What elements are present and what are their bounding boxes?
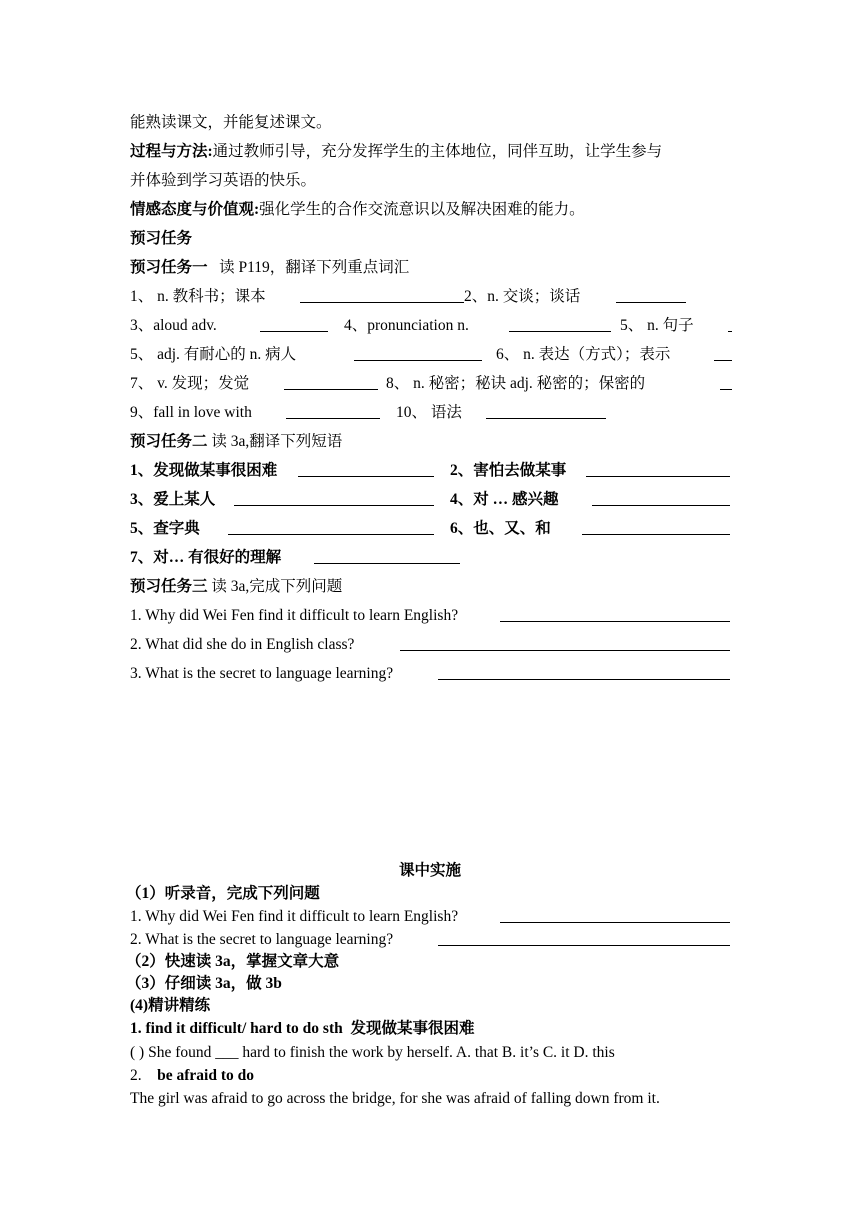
vocab-row-2 xyxy=(130,316,730,338)
vocab-blank-7[interactable] xyxy=(714,345,732,361)
phrase-item-6: 6、也、又、和 xyxy=(450,520,551,537)
vocab-blank-1[interactable] xyxy=(300,287,464,303)
inclass-heading: 课中实施 xyxy=(398,862,461,879)
vocab-blank-2[interactable] xyxy=(616,287,686,303)
objective-line: 能熟读课文，并能复述课文。 xyxy=(130,114,332,131)
point-2-number: 2. xyxy=(130,1067,142,1084)
vocab-item-1: 1、 n. 教科书；课本 xyxy=(130,288,266,305)
task2-heading xyxy=(130,432,342,454)
task1-text: 读 P119，翻译下列重点词汇 xyxy=(219,259,410,276)
phrase-row-4 xyxy=(130,548,730,570)
phrase-item-1: 1、发现做某事很困难 xyxy=(130,462,278,479)
question-row-2 xyxy=(130,635,730,657)
inclass-answer-blank-1[interactable] xyxy=(500,907,730,923)
inclass-step-3: （3）仔细读 3a，做 3b xyxy=(126,975,282,992)
question-2: 2. What did she do in English class? xyxy=(130,636,355,653)
vocab-blank-6[interactable] xyxy=(354,345,482,361)
phrase-row-2 xyxy=(130,490,730,512)
phrase-blank-2[interactable] xyxy=(586,461,730,477)
vocab-item-5: 5、 n. 句子 xyxy=(620,317,694,334)
task3-label: 预习任务三 xyxy=(130,578,208,595)
task3-heading xyxy=(130,577,342,599)
point-1-exercise: ( ) She found ___ hard to finish the work by herself. A. that B. it’s C. it D. this xyxy=(130,1044,615,1061)
process-method-line xyxy=(130,142,662,164)
phrase-blank-3[interactable] xyxy=(234,490,434,506)
vocab-blank-11[interactable] xyxy=(486,403,606,419)
task2-label: 预习任务二 xyxy=(130,433,208,450)
phrase-blank-1[interactable] xyxy=(298,461,434,477)
point-2-phrase: be afraid to do xyxy=(157,1067,254,1084)
point-2-example: The girl was afraid to go across the bridge, for she was afraid of falling down from it. xyxy=(130,1090,660,1107)
vocab-item-10: 9、fall in love with xyxy=(130,404,252,421)
phrase-blank-6[interactable] xyxy=(582,519,730,535)
inclass-question-1: 1. Why did Wei Fen find it difficult to learn English? xyxy=(130,908,459,925)
preview-heading: 预习任务 xyxy=(130,230,193,247)
vocab-item-7: 6、 n. 表达（方式）；表示 xyxy=(496,346,671,363)
process-continuation: 并体验到学习英语的快乐。 xyxy=(130,172,317,189)
vocab-item-11: 10、 语法 xyxy=(396,404,462,421)
answer-blank-3[interactable] xyxy=(438,664,730,680)
vocab-item-4: 4、pronunciation n. xyxy=(344,317,469,334)
vocab-row-1 xyxy=(130,287,730,309)
inclass-question-row-1 xyxy=(130,907,730,929)
answer-blank-1[interactable] xyxy=(500,606,730,622)
vocab-blank-5[interactable] xyxy=(728,316,732,332)
vocab-row-4 xyxy=(130,374,730,396)
phrase-item-7: 7、对… 有很好的理解 xyxy=(130,549,282,566)
inclass-answer-blank-2[interactable] xyxy=(438,930,730,946)
inclass-step-4: (4)精讲精练 xyxy=(130,997,211,1014)
question-3: 3. What is the secret to language learning? xyxy=(130,665,394,682)
process-text: 通过教师引导，充分发挥学生的主体地位，同伴互助，让学生参与 xyxy=(212,143,663,160)
task1-heading xyxy=(130,258,409,280)
phrase-blank-7[interactable] xyxy=(314,548,460,564)
phrase-item-4: 4、对 … 感兴趣 xyxy=(450,491,559,508)
point-2-title xyxy=(130,1066,254,1088)
phrase-item-2: 2、害怕去做某事 xyxy=(450,462,567,479)
process-label: 过程与方法: xyxy=(130,143,213,160)
vocab-blank-9[interactable] xyxy=(720,374,732,390)
inclass-step-1: （1）听录音，完成下列问题 xyxy=(126,885,320,902)
vocab-item-8: 7、 v. 发现；发觉 xyxy=(130,375,250,392)
vocab-item-2: 2、n. 交谈；谈话 xyxy=(464,288,581,305)
question-row-1 xyxy=(130,606,730,628)
vocab-row-5 xyxy=(130,403,730,425)
phrase-row-1 xyxy=(130,461,730,483)
emotion-text: 强化学生的合作交流意识以及解决困难的能力。 xyxy=(259,201,585,218)
vocab-row-3 xyxy=(130,345,730,367)
emotion-line xyxy=(130,200,585,222)
answer-blank-2[interactable] xyxy=(400,635,730,651)
task3-text: 读 3a,完成下列问题 xyxy=(211,578,343,595)
question-row-3 xyxy=(130,664,730,686)
phrase-item-5: 5、查字典 xyxy=(130,520,200,537)
task2-text: 读 3a,翻译下列短语 xyxy=(211,433,343,450)
point-1-phrase: 1. find it difficult/ hard to do sth xyxy=(130,1020,343,1037)
vocab-blank-10[interactable] xyxy=(286,403,380,419)
phrase-item-3: 3、爱上某人 xyxy=(130,491,216,508)
vocab-item-6: 5、 adj. 有耐心的 n. 病人 xyxy=(130,346,297,363)
point-1-title xyxy=(130,1019,475,1041)
vocab-blank-4[interactable] xyxy=(509,316,611,332)
vocab-blank-8[interactable] xyxy=(284,374,378,390)
vocab-item-9: 8、 n. 秘密；秘诀 adj. 秘密的；保密的 xyxy=(386,375,646,392)
inclass-step-2: （2）快速读 3a，掌握文章大意 xyxy=(126,953,340,970)
phrase-blank-4[interactable] xyxy=(592,490,730,506)
inclass-question-row-2 xyxy=(130,930,730,952)
point-1-chinese: 发现做某事很困难 xyxy=(350,1020,475,1037)
task1-label: 预习任务一 xyxy=(130,259,208,276)
emotion-label: 情感态度与价值观: xyxy=(130,201,260,218)
phrase-row-3 xyxy=(130,519,730,541)
inclass-question-2: 2. What is the secret to language learning? xyxy=(130,931,394,948)
phrase-blank-5[interactable] xyxy=(228,519,434,535)
vocab-blank-3[interactable] xyxy=(260,316,328,332)
vocab-item-3: 3、aloud adv. xyxy=(130,317,217,334)
question-1: 1. Why did Wei Fen find it difficult to learn English? xyxy=(130,607,459,624)
